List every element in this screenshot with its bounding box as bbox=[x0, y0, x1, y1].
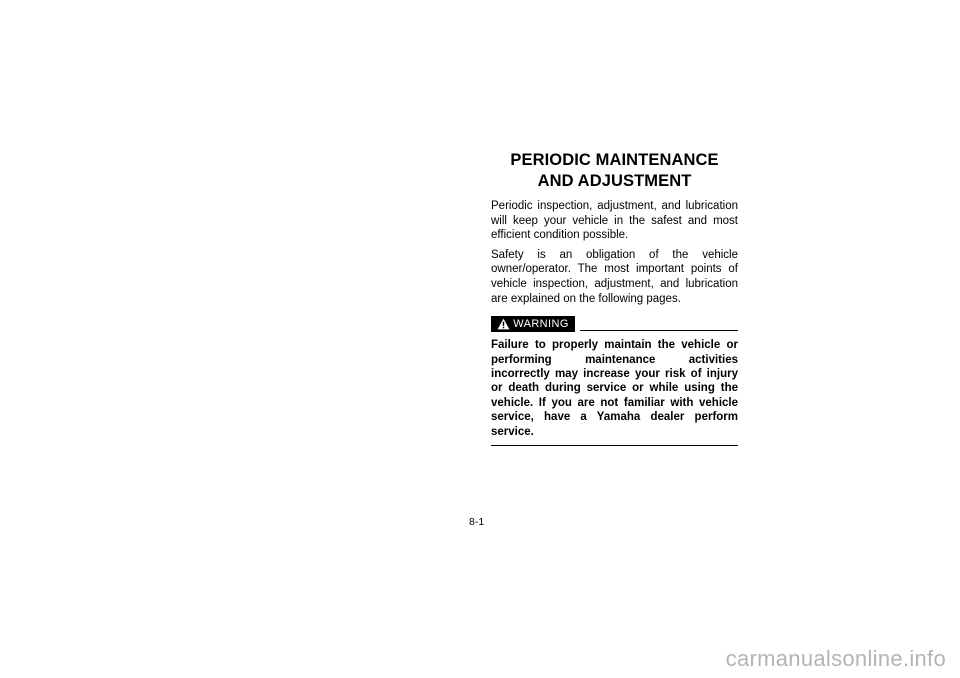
page-number: 8-1 bbox=[469, 516, 485, 528]
warning-text: Failure to properly maintain the vehicle or performing maintenance activities incorrectly may increase your risk of injury or death during service or while using the vehicle. If you are not familiar with vehicle service, have a Yamaha dealer perform service. bbox=[491, 339, 738, 438]
warning-label: WARNING bbox=[513, 318, 569, 331]
warning-badge bbox=[491, 316, 575, 332]
warning-triangle-icon bbox=[497, 318, 510, 330]
intro-paragraph: Periodic inspection, adjustment, and lubrication will keep your vehicle in the safest and most efficient condition possible. bbox=[491, 200, 738, 242]
safety-paragraph: Safety is an obligation of the vehicle owner/operator. The most important points of vehicle inspection, adjustment, and lubrication are explained on the following pages. bbox=[491, 248, 738, 305]
section-title: PERIODIC MAINTENANCE AND ADJUSTMENT bbox=[510, 151, 719, 190]
page-content bbox=[491, 150, 738, 446]
warning-bottom-rule bbox=[491, 445, 738, 446]
warning-header-rule bbox=[580, 330, 738, 331]
warning-header bbox=[491, 316, 738, 334]
watermark-text: carmanualsonline.info bbox=[725, 646, 946, 671]
